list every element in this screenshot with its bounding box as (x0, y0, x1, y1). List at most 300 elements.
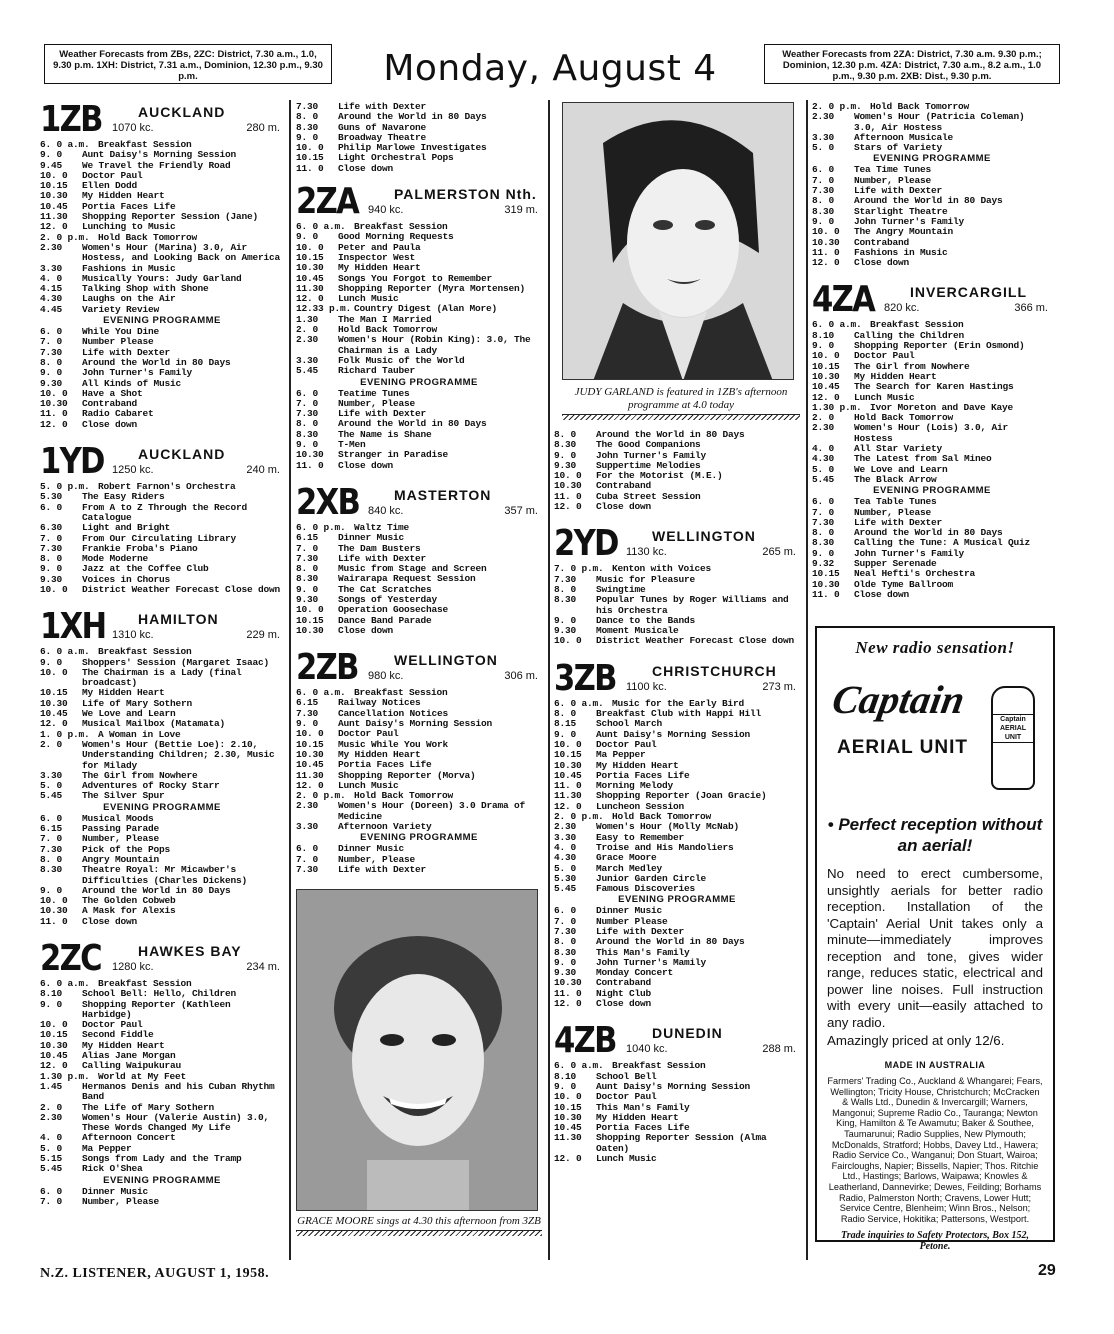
programme-title: John Turner's Family (82, 367, 193, 379)
ad-product: AERIAL UNIT (837, 737, 968, 758)
programme-title: Women's Hour (Doreen) 3.0 Drama of Medicine (338, 800, 526, 822)
programme-title: Close down (82, 418, 138, 430)
programme-title: Life with Dexter (338, 101, 427, 112)
programme-title: The Chairman is a Lady (final broadcast) (82, 666, 242, 689)
column-divider (806, 100, 808, 1260)
programme-time: 12. 0 (554, 1153, 582, 1165)
programme-title: The Cat Scratches (338, 583, 432, 595)
station-wavelength: 288 m. (762, 1043, 796, 1056)
programme-time: 5.45 (40, 790, 63, 802)
programme-time: 10.30 (296, 624, 324, 636)
programme-title: My Hidden Heart (338, 748, 421, 760)
programme-item (812, 143, 1052, 153)
programme-time: 7. 0 (812, 174, 835, 186)
programme-title: Life with Dexter (338, 552, 427, 564)
programme-time: 6. 0 (40, 501, 63, 513)
programme-time: 6. 0 a.m. (296, 687, 346, 699)
programme-title: Stranger in Paradise (338, 449, 449, 461)
programme-item (812, 165, 1052, 175)
station-city: PALMERSTON Nth. (394, 186, 537, 203)
programme-item (40, 243, 284, 264)
programme-title: Laughs on the Air (82, 293, 176, 305)
programme-title: Starlight Theatre (854, 205, 948, 217)
station-wavelength: 265 m. (762, 546, 796, 559)
programme-title: Robert Farnon's Orchestra (98, 481, 236, 493)
evening-programme-heading: EVENING PROGRAMME (873, 485, 991, 497)
programme-time: 1.30 p.m. (40, 1070, 90, 1082)
programme-title: Dance Band Parade (338, 614, 432, 626)
programme-title: Life with Dexter (596, 925, 685, 937)
programme-time: 9.30 (554, 625, 577, 637)
programme-time: 4.45 (40, 303, 63, 315)
programme-time: 10. 0 (40, 583, 68, 595)
programme-title: My Hidden Heart (82, 1039, 165, 1051)
programme-time: 10. 0 (812, 350, 840, 362)
programme-item (812, 382, 1052, 392)
programme-time: 10. 0 (40, 387, 68, 399)
programme-time: 9. 0 (40, 998, 63, 1010)
programme-time: 7. 0 p.m. (554, 563, 604, 575)
station-header (554, 1020, 800, 1062)
programme-item (296, 153, 542, 163)
programme-item (40, 294, 284, 304)
ad-perfect-reception: • Perfect reception without an aerial! (827, 815, 1043, 855)
programme-title: Music While You Work (338, 738, 449, 750)
programme-time: 12. 0 (296, 293, 324, 305)
programme-item (296, 366, 542, 376)
station-frequency: 1070 kc. (112, 122, 154, 134)
programme-title: The Good Companions (596, 439, 701, 451)
programme-time: 4. 0 (554, 841, 577, 853)
programme-title: We Travel the Friendly Road (82, 159, 231, 171)
programme-title: Stars of Variety (854, 142, 943, 154)
programme-title: Cancellation Notices (338, 707, 449, 719)
programme-time: 7. 0 (296, 853, 319, 865)
programme-title: Doctor Paul (596, 738, 657, 750)
programme-title: Close down (338, 162, 394, 174)
programme-title: Suppertime Melodies (596, 459, 701, 471)
programme-time: 10.15 (554, 1101, 582, 1113)
programme-time: 10.15 (296, 152, 324, 164)
programme-item (40, 906, 284, 916)
programme-time: 4.30 (812, 453, 835, 465)
programme-item (812, 497, 1052, 507)
programme-time: 8. 0 (554, 429, 577, 440)
programme-time: 10.30 (40, 697, 68, 709)
programme-time: 2. 0 (296, 324, 319, 336)
issue-footer: N.Z. LISTENER, AUGUST 1, 1958. (40, 1266, 270, 1281)
programme-time: 10.30 (554, 759, 582, 771)
programme-item (296, 719, 542, 729)
programme-item (554, 1061, 800, 1071)
station-header (40, 441, 284, 483)
programme-time: 7.30 (812, 516, 835, 528)
photo-grace-moore (296, 889, 542, 1236)
programme-item (40, 791, 284, 801)
programme-title: Lunch Music (596, 1153, 657, 1165)
programme-title: Aunt Daisy's Morning Session (596, 728, 751, 740)
programme-title: Life with Dexter (338, 408, 427, 420)
programme-time: 10. 0 (296, 604, 324, 616)
programme-title: Close down (338, 459, 394, 471)
programme-item (812, 590, 1052, 600)
station-1yd (40, 441, 284, 595)
programme-time: 7.30 (296, 552, 319, 564)
call-sign: 4ZA (812, 279, 875, 321)
programme-title: Olde Tyme Ballroom (854, 578, 954, 590)
programme-title: Lunching to Music (82, 221, 176, 233)
programme-time: 8.30 (40, 864, 63, 876)
programme-title: Portia Faces Life (596, 1122, 690, 1134)
programme-title: Moment Musicale (596, 625, 679, 637)
programme-title: While You Dine (82, 326, 160, 338)
programme-item (40, 1164, 284, 1174)
page-title: Monday, August 4 (383, 48, 717, 89)
programme-title: Hold Back Tomorrow (612, 811, 712, 823)
programme-item (40, 503, 284, 524)
programme-time: 12. 0 (40, 221, 68, 233)
programme-time: 5.15 (40, 1153, 63, 1165)
programme-title: Ellen Dodd (82, 180, 138, 192)
station-1xh (40, 606, 284, 927)
programme-time: 2.30 (554, 821, 577, 833)
weather-box-left: Weather Forecasts from ZBs, 2ZC: District, 7.30 a.m., 1.0, 9.30 p.m. 1XH: District, 7.31 a.m., Dominion, 12.30 p.m., 9.30 p.m. (44, 44, 332, 84)
programme-time: 4.15 (40, 283, 63, 295)
programme-time: 10.30 (296, 748, 324, 760)
programme-title: Around the World in 80 Days (854, 195, 1003, 207)
programme-item (296, 243, 542, 253)
programme-time: 2.30 (40, 241, 63, 253)
programme-time: 11. 0 (554, 780, 582, 792)
evening-programme-heading: EVENING PROGRAMME (103, 315, 221, 327)
programme-title: Songs You Forgot to Remember (338, 272, 493, 284)
programme-time: 3.30 (554, 831, 577, 843)
programme-title: Afternoon Concert (82, 1132, 176, 1144)
programme-title: We Love and Learn (82, 708, 176, 720)
programme-title: All Star Variety (854, 443, 943, 455)
programme-item (296, 461, 542, 471)
programme-title: Grace Moore (596, 852, 657, 864)
programme-title: Swingtime (596, 583, 646, 595)
station-city: WELLINGTON (394, 652, 498, 669)
programme-item (40, 668, 284, 689)
programme-title: Portia Faces Life (338, 759, 432, 771)
programme-title: Close down (854, 257, 910, 269)
programme-item (554, 1082, 800, 1092)
portrait-illustration (563, 103, 794, 380)
call-sign: 2YD (554, 523, 618, 565)
programme-time: 2.30 (812, 111, 835, 123)
programme-time: 6.30 (40, 522, 63, 534)
programme-time: 10.30 (40, 1039, 68, 1051)
photo-judy-garland (562, 102, 800, 420)
programme-time: 10. 0 (40, 169, 68, 181)
programme-item (812, 580, 1052, 590)
programme-time: 10. 0 (296, 241, 324, 253)
programme-title: Have a Shot (82, 387, 143, 399)
programme-time: 10.30 (554, 977, 582, 989)
station-header (296, 181, 542, 223)
station-1zb (40, 99, 284, 430)
programme-time: 10.30 (812, 578, 840, 590)
call-sign: 4ZB (554, 1020, 616, 1062)
programme-time: 6. 0 a.m. (554, 1060, 604, 1072)
programme-time: 9. 0 (40, 149, 63, 161)
programme-title: Alias Jane Morgan (82, 1050, 176, 1062)
programme-title: Teatime Tunes (338, 387, 410, 399)
programme-time: 10. 0 (40, 895, 68, 907)
station-header (554, 657, 800, 699)
programme-item (40, 1082, 284, 1103)
programme-time: 8. 0 (40, 853, 63, 865)
programme-title: School Bell: Hello, Children (82, 988, 237, 1000)
programme-time: 9.45 (40, 159, 63, 171)
programme-title: Lunch Music (854, 391, 915, 403)
programme-title: Life with Dexter (82, 346, 171, 358)
programme-title: Junior Garden Circle (596, 872, 707, 884)
programme-time: 6. 0 (40, 1185, 63, 1197)
programme-item (554, 999, 800, 1009)
programme-time: 11. 0 (554, 490, 582, 502)
programme-title: Afternoon Musicale (854, 131, 954, 143)
programme-time: 8.10 (554, 1070, 577, 1082)
programme-time: 3.30 (296, 821, 319, 833)
programme-title: T-Men (338, 439, 366, 451)
programme-time: 10. 0 (554, 1091, 582, 1103)
station-frequency: 1100 kc. (626, 680, 667, 693)
programme-title: Music for Pleasure (596, 573, 696, 585)
station-2zb (296, 647, 542, 875)
programme-title: Number, Please (82, 1195, 160, 1207)
programme-time: 10.30 (812, 236, 840, 248)
programme-title: Lunch Music (338, 293, 399, 305)
programme-time: 10.30 (812, 370, 840, 382)
programme-title: My Hidden Heart (82, 687, 165, 699)
programme-item (554, 989, 800, 999)
programme-item (40, 845, 284, 855)
programme-time: 10.45 (812, 381, 840, 393)
programme-title: Aunt Daisy's Morning Session (338, 718, 493, 730)
station-header (40, 99, 284, 140)
programme-title: Folk Music of the World (338, 354, 465, 366)
programme-title: John Turner's Family (854, 547, 965, 559)
programme-time: 5.45 (296, 365, 319, 377)
programme-item (554, 730, 800, 740)
programme-time: 10.45 (554, 769, 582, 781)
programme-title: Popular Tunes by Roger Williams and his Orchestra (596, 594, 789, 616)
programme-title: Around the World in 80 Days (82, 356, 231, 368)
programme-title: Calling the Tune: A Musical Quiz (854, 537, 1031, 549)
programme-time: 12. 0 (554, 800, 582, 812)
programme-time: 8.30 (554, 439, 577, 451)
programme-time: 7.30 (40, 542, 63, 554)
programme-title: Waltz Time (354, 521, 410, 533)
programme-time: 10.15 (554, 749, 582, 761)
station-frequency: 1280 kc. (112, 961, 154, 973)
programme-time: 7. 0 (40, 336, 63, 348)
programme-title: Dinner Music (596, 905, 663, 917)
programme-title: Kenton with Voices (612, 563, 712, 575)
programme-title: Breakfast Session (612, 1060, 706, 1072)
ad-dealers: Farmers' Trading Co., Auckland & Whangarei; Fears, Wellington; Tricity House, Christchurch; McCracken & Walls Ltd., Dunedin & Invercargill; Warners, Mangonui; Supreme Radio Co., Tauranga; Newton King, Hamilton & Te Awamutu; Baker & Southee, Taumarunui; Radio Supplies, New Plymouth; McDonalds, Stratford; Hobbs, Davey Ltd., Hawera; Radio Service Co., Wanganui; Don Stuart, Wairoa; Faircloughs, Napier; Bissells, Napier; Thos. Ritchie Ltd., Hastings; Barlows, Waipawa; Knowles & Leatherland, Dannevirke; Dewes, Feilding; Borhams Radio, Palmerston North; Cravens, Lower Hutt; Service Centre, Blenheim; Winn Bros., Nelson; Radio Service, Hokitika; Pattersons, Westport. (827, 1076, 1043, 1224)
evening-programme-heading: EVENING PROGRAMME (103, 1174, 221, 1186)
programme-title: The Black Arrow (854, 473, 937, 485)
programme-title: Musical Moods (82, 812, 154, 824)
programme-time: 11. 0 (296, 459, 324, 471)
programme-title: From Our Circulating Library (82, 532, 237, 544)
programme-time: 6. 0 (812, 496, 835, 508)
programme-item (40, 824, 284, 834)
programme-title: Number, Please (338, 397, 416, 409)
programme-title: Calling Waipukurau (82, 1060, 182, 1072)
programme-title: Contraband (596, 480, 652, 492)
station-3zb (554, 657, 800, 1010)
programme-title: Broadway Theatre (338, 131, 427, 143)
ad-brand: Captain (829, 677, 969, 722)
judy-garland-image (562, 102, 794, 380)
programme-time: 5. 0 (812, 142, 835, 154)
station-frequency: 1310 kc. (112, 629, 154, 642)
programme-time: 11.30 (554, 790, 582, 802)
programme-title: Dinner Music (82, 1185, 149, 1197)
programme-time: 5.45 (812, 473, 835, 485)
programme-title: Fashions in Music (82, 262, 176, 274)
programme-title: Women's Hour (Robin King): 3.0, The Chairman is a Lady (338, 334, 531, 356)
page-number: 29 (1038, 1262, 1056, 1279)
programme-title: Number, Please (338, 853, 416, 865)
programme-title: Country Digest (Alan More) (354, 303, 498, 315)
programme-time: 6. 0 (554, 905, 577, 917)
programme-title: Shoppers' Session (Margaret Isaac) (82, 656, 270, 668)
programme-title: Portia Faces Life (596, 769, 690, 781)
programme-title: Hold Back Tomorrow (870, 101, 970, 112)
station-wavelength: 234 m. (246, 961, 280, 973)
programme-time: 7.30 (296, 408, 319, 420)
station-header (554, 523, 800, 565)
programme-title: Rick O'Shea (82, 1163, 143, 1175)
programme-title: Close down (338, 624, 394, 636)
ad-body: No need to erect cumbersome, unsightly aerials for better radio reception. Installation of the 'Captain' Aerial Unit takes only a minute—immediately improves reception and tone, gives wider range, reduces static, electrical and power line noises. Full instruction with every unit—easily attached to any radio. (827, 866, 1043, 1030)
programme-title: Radio Cabaret (82, 408, 154, 420)
programme-title: The Golden Cobweb (82, 895, 176, 907)
programme-time: 9.30 (40, 573, 63, 585)
programme-time: 12.33 p.m. (296, 303, 352, 315)
evening-programme-heading: EVENING PROGRAMME (360, 832, 478, 844)
programme-item (554, 906, 800, 916)
programme-time: 9. 0 (554, 614, 577, 626)
programme-title: The Name is Shane (338, 428, 432, 440)
programme-time: 7. 0 (296, 397, 319, 409)
programme-item (40, 740, 284, 771)
programme-title: My Hidden Heart (854, 370, 937, 382)
programme-title: Portia Faces Life (82, 200, 176, 212)
programme-time: 6.15 (296, 697, 319, 709)
programme-item (296, 335, 542, 356)
programme-title: Around the World in 80 Days (854, 527, 1003, 539)
programme-title: Women's Hour (Molly McNab) (596, 821, 740, 833)
programme-title: Number, Please (82, 833, 160, 845)
programme-title: Tea Table Tunes (854, 496, 937, 508)
programme-item (40, 1000, 284, 1021)
programme-title: Women's Hour (Bettie Loe): 2.10, Understanding Children; 2.30, Music for Milady (82, 738, 275, 771)
programme-item (296, 164, 542, 174)
station-2xb (296, 481, 542, 636)
programme-title: Inspector West (338, 251, 416, 263)
programme-title: Shopping Reporter (Kathleen Harbidge) (82, 998, 231, 1020)
programme-time: 7. 0 (554, 915, 577, 927)
evening-programme-heading: EVENING PROGRAMME (873, 153, 991, 165)
programme-title: Philip Marlowe Investigates (338, 142, 487, 154)
programme-title: Number Please (82, 336, 154, 348)
programme-title: Famous Discoveries (596, 883, 696, 895)
programme-title: Close down (596, 998, 652, 1010)
programme-title: Luncheon Session (596, 800, 685, 812)
programme-item (296, 844, 542, 854)
programme-time: 2. 0 (812, 412, 835, 424)
call-sign: 1XH (40, 606, 106, 648)
programme-time: 3.30 (40, 262, 63, 274)
programme-title: Hold Back Tomorrow (354, 790, 454, 802)
programme-item (296, 523, 542, 533)
programme-item (296, 801, 542, 822)
programme-title: Number, Please (854, 506, 932, 518)
programme-time: 12. 0 (40, 1060, 68, 1072)
ad-trade-inquiries: Trade inquiries to Safety Protectors, Box 152, Petone. (841, 1230, 1029, 1253)
programme-item (812, 258, 1052, 268)
programme-time: 8.30 (812, 537, 835, 549)
programme-title: Breakfast Session (98, 646, 192, 658)
programme-item (554, 843, 800, 853)
programme-item (296, 616, 542, 626)
programme-time: 7.30 (40, 346, 63, 358)
programme-title: Around the World in 80 Days (82, 884, 231, 896)
programme-time: 9. 0 (554, 728, 577, 740)
station-2yd (554, 523, 800, 647)
programme-item (40, 171, 284, 181)
programme-time: 7.30 (812, 185, 835, 197)
programme-time: 10.45 (296, 759, 324, 771)
device-label: Captain AERIAL UNIT (993, 714, 1033, 743)
programme-title: Ma Pepper (82, 1142, 132, 1154)
programme-time: 9. 0 (296, 231, 319, 243)
programme-time: 10.15 (40, 687, 68, 699)
programme-time: 10.15 (40, 180, 68, 192)
programme-time: 9. 0 (812, 547, 835, 559)
station-wavelength: 280 m. (246, 122, 280, 134)
station-2zb-continued (296, 102, 542, 174)
programme-time: 12. 0 (812, 257, 840, 269)
programme-title: Frankie Froba's Piano (82, 542, 198, 554)
programme-time: 10.45 (40, 1050, 68, 1062)
programme-item (296, 284, 542, 294)
call-sign: 2ZB (296, 647, 358, 689)
programme-title: School Bell (596, 1070, 657, 1082)
station-city: AUCKLAND (138, 446, 226, 463)
programme-time: 8. 0 (296, 111, 319, 123)
programme-item (812, 227, 1052, 237)
programme-time: 10.45 (40, 708, 68, 720)
programme-time: 8.30 (554, 594, 577, 606)
programme-title: Contraband (596, 977, 652, 989)
programme-item (554, 978, 800, 988)
programme-item (296, 533, 542, 543)
programme-time: 8. 0 (40, 553, 63, 565)
programme-time: 9. 0 (554, 449, 577, 461)
programme-time: 10.30 (296, 449, 324, 461)
programme-time: 5. 0 (812, 463, 835, 475)
programme-time: 2.30 (812, 422, 835, 434)
programme-title: Pick of the Pops (82, 843, 171, 855)
